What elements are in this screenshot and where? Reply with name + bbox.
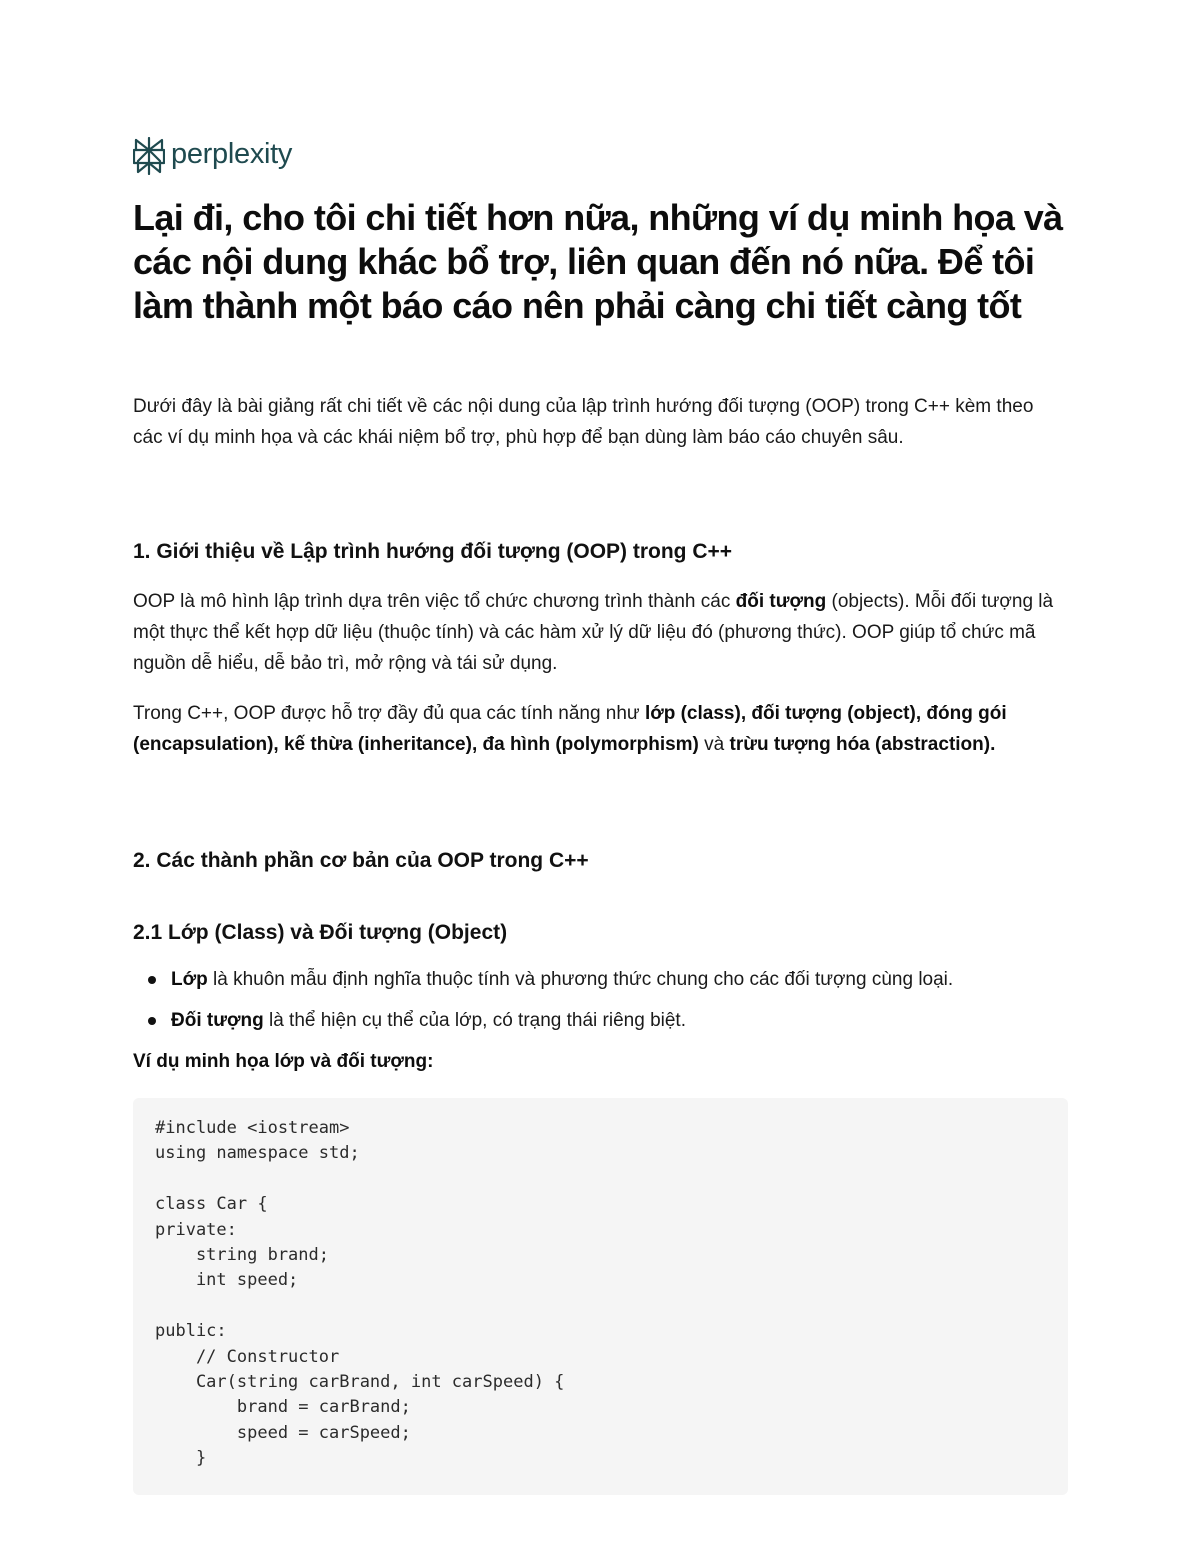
separator: , xyxy=(740,703,752,724)
code-line xyxy=(155,1294,1046,1319)
code-line: // Constructor xyxy=(155,1346,340,1367)
separator: và xyxy=(698,734,730,755)
section-1-paragraph-1 xyxy=(133,586,1068,679)
code-line: using namespace std; xyxy=(155,1143,360,1164)
bold-term: đối tượng xyxy=(735,591,827,612)
text-run: Trong C++, OOP được hỗ trợ đầy đủ qua các tính năng như xyxy=(133,703,645,724)
bold-term: lớp (class) xyxy=(644,703,741,724)
bold-term: kế thừa (inheritance) xyxy=(283,734,472,755)
code-line: #include <iostream> xyxy=(155,1118,350,1138)
list-item xyxy=(133,965,1068,1006)
section-1-heading: 1. Giới thiệu về Lập trình hướng đối tượng (OOP) trong C++ xyxy=(133,540,733,563)
code-line: Car(string carBrand, int carSpeed) { xyxy=(155,1371,565,1392)
separator: , xyxy=(915,703,927,724)
code-line: } xyxy=(155,1448,207,1469)
bold-term: trừu tượng hóa (abstraction) xyxy=(729,734,991,755)
perplexity-logo xyxy=(133,136,292,176)
code-line: private: xyxy=(155,1219,237,1240)
text-run: OOP là mô hình lập trình dựa trên việc tổ chức chương trình thành các xyxy=(133,591,736,612)
separator: . xyxy=(990,734,996,755)
code-line: brand = carBrand; xyxy=(155,1397,411,1418)
brand-name: perplexity xyxy=(171,137,293,170)
code-line: speed = carSpeed; xyxy=(155,1422,411,1443)
section-1-paragraph-2 xyxy=(133,698,1068,760)
code-line: public: xyxy=(155,1321,227,1342)
code-line: class Car { xyxy=(155,1194,268,1215)
bold-term: Đối tượng xyxy=(171,1010,264,1031)
list-item-text: là thể hiện cụ thể của lớp, có trạng thái riêng biệt. xyxy=(263,1010,686,1031)
code-line: int speed; xyxy=(155,1270,299,1291)
intro-paragraph: Dưới đây là bài giảng rất chi tiết về các nội dung của lập trình hướng đối tượng (OOP) trong C++ kèm theo các ví dụ minh họa và các khái niệm bổ trợ, phù hợp để bạn dùng làm báo cáo chuyên sâu. xyxy=(133,396,1034,448)
separator: , xyxy=(273,734,284,755)
code-line xyxy=(155,1167,1046,1192)
code-block xyxy=(133,1098,1068,1495)
section-2-1-heading: 2.1 Lớp (Class) và Đối tượng (Object) xyxy=(133,921,508,944)
bold-term: Lớp xyxy=(171,969,208,990)
bullet-dot xyxy=(148,1017,156,1025)
page-title: Lại đi, cho tôi chi tiết hơn nữa, những ví dụ minh họa và các nội dung khác bổ trợ, liên quan đến nó nữa. Để tôi làm thành một báo cáo nên phải càng chi tiết càng tốt xyxy=(133,197,1063,326)
bold-term: đối tượng (object) xyxy=(751,703,916,724)
example-label: Ví dụ minh họa lớp và đối tượng: xyxy=(133,1051,434,1072)
perplexity-logo-icon xyxy=(133,137,165,175)
list-item-text: là khuôn mẫu định nghĩa thuộc tính và phương thức chung cho các đối tượng cùng loại. xyxy=(207,969,954,990)
separator: , xyxy=(471,734,483,755)
bold-term: đa hình (polymorphism) xyxy=(482,734,699,755)
bullet-list xyxy=(133,965,1068,1047)
code-line: string brand; xyxy=(155,1244,329,1265)
text-run: (objects). Mỗi đối tượng là một thực thể kết hợp dữ liệu (thuộc tính) và các hàm xử lý dữ liệu đó (phương thức). OOP giúp tổ chức mã nguồn dễ hiểu, dễ bảo trì, mở rộng và tái sử dụng. xyxy=(133,591,1054,674)
bold-term: đóng gói (encapsulation) xyxy=(133,703,1007,755)
section-2-heading: 2. Các thành phần cơ bản của OOP trong C++ xyxy=(133,849,589,872)
bullet-dot xyxy=(148,976,156,984)
list-item xyxy=(133,1006,1068,1047)
